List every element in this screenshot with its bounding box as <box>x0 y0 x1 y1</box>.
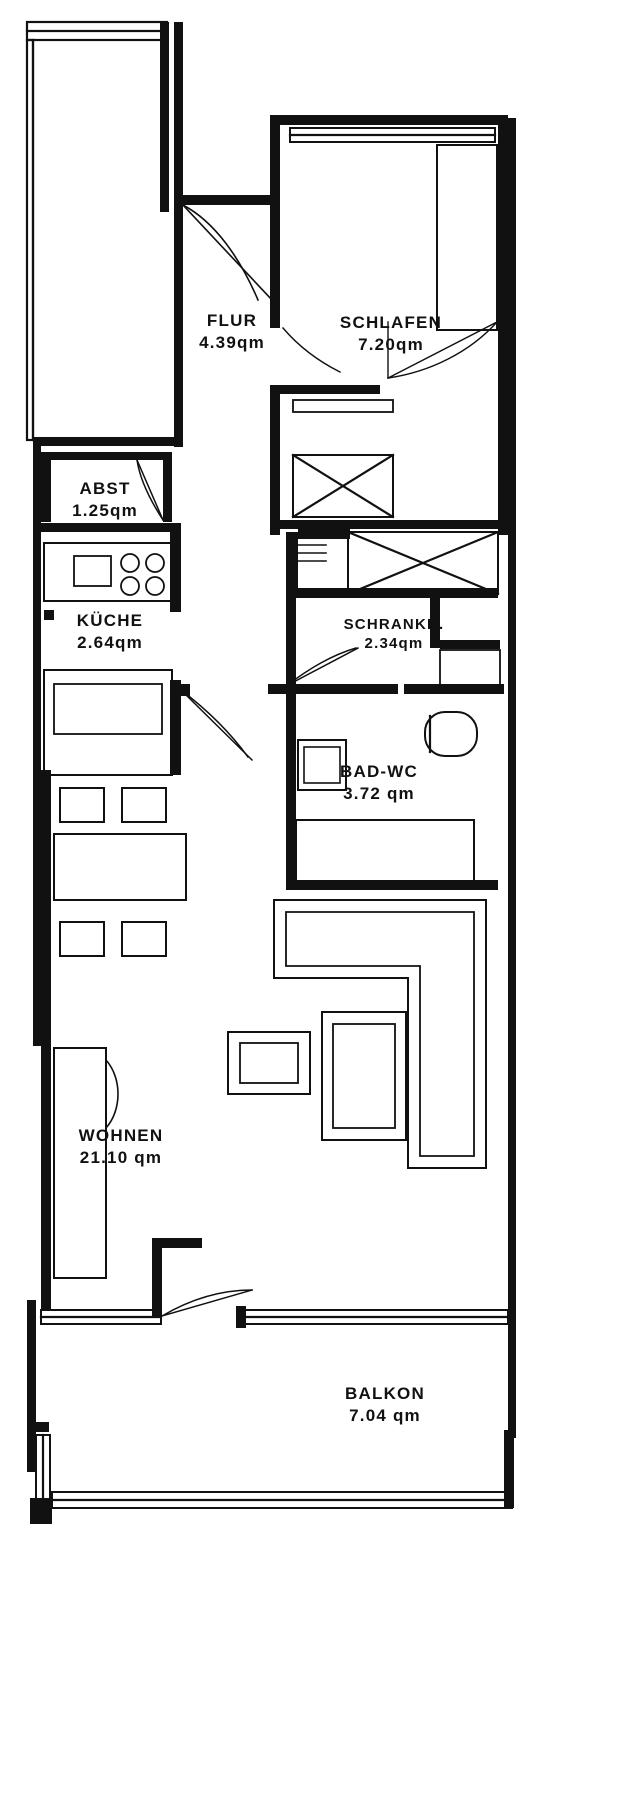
room-name: SCHLAFEN <box>339 313 443 332</box>
room-name: FLUR <box>206 311 258 330</box>
room-label-wohnen <box>79 1125 164 1169</box>
room-label-balkon <box>345 1383 425 1427</box>
room-area: 7.20qm <box>358 334 424 354</box>
room-area: 1.25qm <box>72 500 138 520</box>
room-area: 2.34qm <box>364 635 424 653</box>
room-label-bad-wc <box>340 761 418 805</box>
room-name: SCHRANKR. <box>343 616 445 633</box>
room-label-kueche <box>77 610 143 654</box>
room-label-schlafen <box>340 312 442 356</box>
room-label-schrankr <box>344 615 445 653</box>
room-label-flur <box>199 310 265 354</box>
room-name: KÜCHE <box>76 611 144 630</box>
room-name: BALKON <box>345 1384 425 1403</box>
room-area: 7.04 qm <box>349 1405 421 1425</box>
room-area: 21.10 qm <box>79 1147 163 1167</box>
room-area: 2.64qm <box>77 632 143 652</box>
room-name: ABST <box>79 479 131 498</box>
room-name: WOHNEN <box>78 1126 164 1145</box>
room-area: 4.39qm <box>199 332 265 352</box>
room-area: 3.72 qm <box>343 783 415 803</box>
room-name: BAD-WC <box>339 762 419 781</box>
room-label-abst <box>72 478 138 522</box>
